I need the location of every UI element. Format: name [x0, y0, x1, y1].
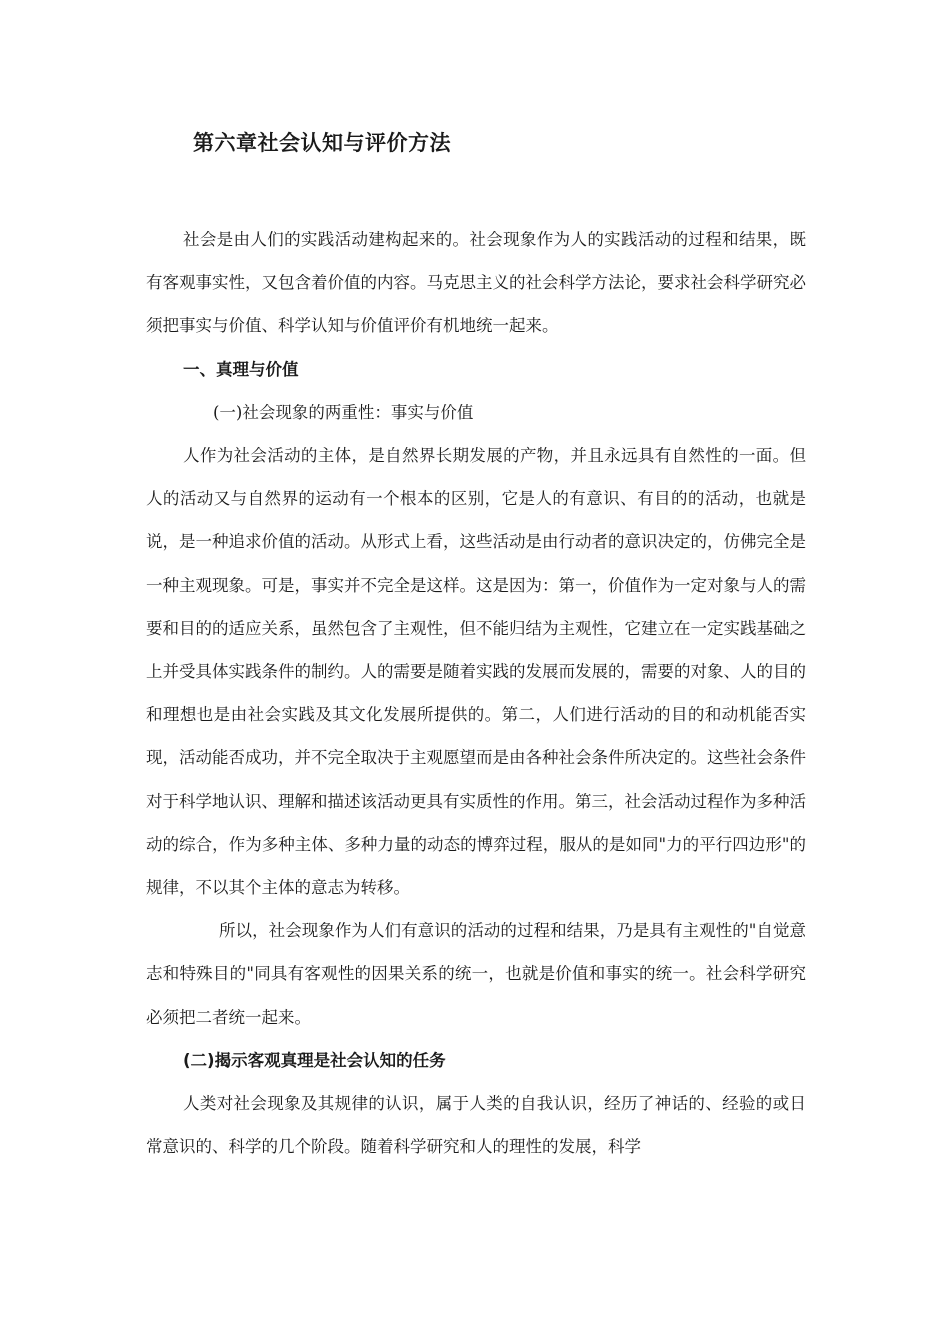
subsection-heading-objective-truth: (二)揭示客观真理是社会认知的任务	[183, 1050, 446, 1070]
page-title: 第六章社会认知与评价方法	[193, 131, 451, 155]
body-paragraph-2: 所以，社会现象作为人们有意识的活动的过程和结果，乃是具有主观性的"自觉意志和特殊目的"同具有客观性的因果关系的统一，也就是价值和事实的统一。社会科学研究必须把二者统一起来。	[146, 921, 806, 1027]
subsection-heading-duality: (一)社会现象的两重性：事实与价值	[213, 402, 474, 422]
section-heading-truth-and-value: 一、真理与价值	[183, 359, 299, 379]
body-paragraph-3: 人类对社会现象及其规律的认识，属于人类的自我认识，经历了神话的、经验的或日常意识的、科学的几个阶段。随着科学研究和人的理性的发展，科学	[146, 1094, 806, 1157]
intro-block	[146, 218, 806, 1168]
body-paragraph-1: 人作为社会活动的主体，是自然界长期发展的产物，并且永远具有自然性的一面。但人的活动又与自然界的运动有一个根本的区别，它是人的有意识、有目的的活动，也就是说，是一种追求价值的活动。从形式上看，这些活动是由行动者的意识决定的，仿佛完全是一种主观现象。可是，事实并不完全是这样。这是因为：第一，价值作为一定对象与人的需要和目的的适应关系，虽然包含了主观性，但不能归结为主观性，它建立在一定实践基础之上并受具体实践条件的制约。人的需要是随着实践的发展而发展的，需要的对象、人的目的和理想也是由社会实践及其文化发展所提供的。第二，人们进行活动的目的和动机能否实现，活动能否成功，并不完全取决于主观愿望而是由各种社会条件所决定的。这些社会条件对于科学地认识、理解和描述该活动更具有实质性的作用。第三，社会活动过程作为多种活动的综合，作为多种主体、多种力量的动态的博弈过程，服从的是如同"力的平行四边形"的规律，不以其个主体的意志为转移。	[146, 446, 806, 898]
intro-paragraph: 社会是由人们的实践活动建构起来的。社会现象作为人的实践活动的过程和结果，既有客观事实性，又包含着价值的内容。马克思主义的社会科学方法论，要求社会科学研究必须把事实与价值、科学认知与价值评价有机地统一起来。	[146, 230, 806, 336]
